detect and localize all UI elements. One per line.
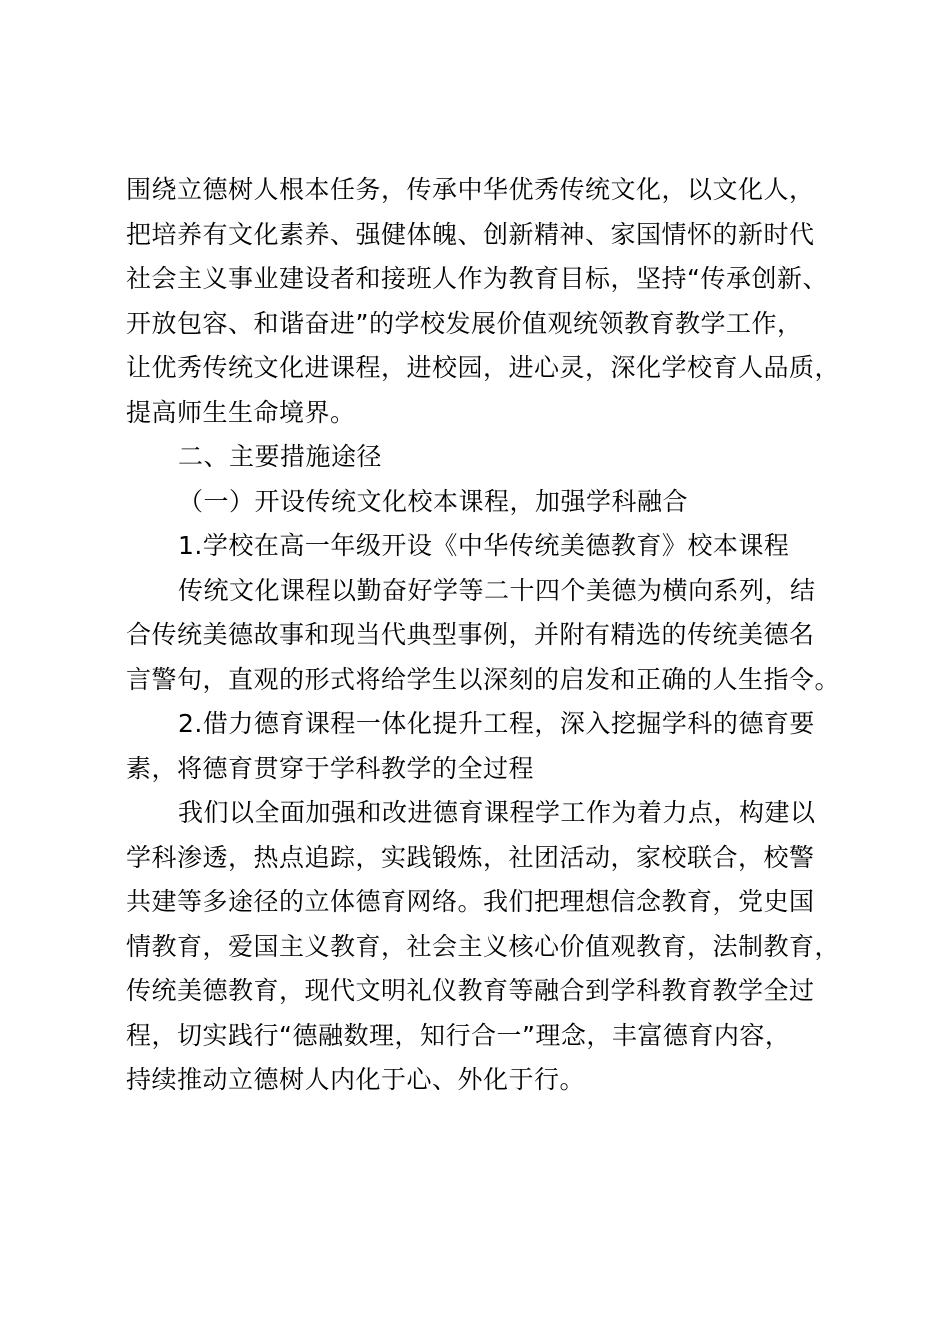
text-line: 程，切实践行“德融数理，知行合一”理念，丰富德育内容， <box>126 1020 791 1050</box>
paragraph-goals <box>126 168 866 435</box>
text-line: 情教育，爱国主义教育，社会主义核心价值观教育，法制教育， <box>126 931 841 961</box>
text-line: 共建等多途径的立体德育网络。我们把理想信念教育，党史国 <box>126 887 815 916</box>
text-line: 学科渗透，热点追踪，实践锻炼，社团活动，家校联合，校警 <box>126 842 815 872</box>
text-line: 提高师生生命境界。 <box>126 397 356 427</box>
document-body <box>126 168 866 1103</box>
text-line: 把培养有文化素养、强健体魄、创新精神、家国情怀的新时代 <box>126 219 815 249</box>
text-line: 我们以全面加强和改进德育课程学工作为着力点，构建以 <box>178 798 816 827</box>
text-line: 言警句，直观的形式将给学生以深刻的启发和正确的人生指令。 <box>126 664 841 694</box>
subsection-heading-courses: （一）开设传统文化校本课程，加强学科融合 <box>178 486 689 516</box>
text-line: 传统文化课程以勤奋好学等二十四个美德为横向系列，结 <box>178 575 816 605</box>
text-line: 素，将德育贯穿于学科教学的全过程 <box>126 753 535 783</box>
paragraph-course-content <box>126 569 866 703</box>
text-line: 围绕立德树人根本任务，传承中华优秀传统文化，以文化人， <box>126 175 815 204</box>
item-heading-1: 1.学校在高一年级开设《中华传统美德教育》校本课程 <box>178 531 790 560</box>
text-line: 让优秀传统文化进课程，进校园，进心灵，深化学校育人品质， <box>126 353 841 382</box>
text-line: 开放包容、和谐奋进”的学校发展价值观统领教育教学工作， <box>126 308 803 338</box>
item-heading-2 <box>126 702 866 791</box>
section-heading-main-measures: 二、主要措施途径 <box>178 442 383 471</box>
text-line: 社会主义事业建设者和接班人作为教育目标，坚持“传承创新、 <box>126 264 828 293</box>
paragraph-moral-network <box>126 791 866 1103</box>
text-line: 合传统美德故事和现当代典型事例，并附有精选的传统美德名 <box>126 620 815 649</box>
text-line: 2.借力德育课程一体化提升工程，深入挖掘学科的德育要 <box>178 709 815 738</box>
text-line: 传统美德教育，现代文明礼仪教育等融合到学科教育教学全过 <box>126 976 815 1005</box>
text-line: 持续推动立德树人内化于心、外化于行。 <box>126 1065 586 1094</box>
